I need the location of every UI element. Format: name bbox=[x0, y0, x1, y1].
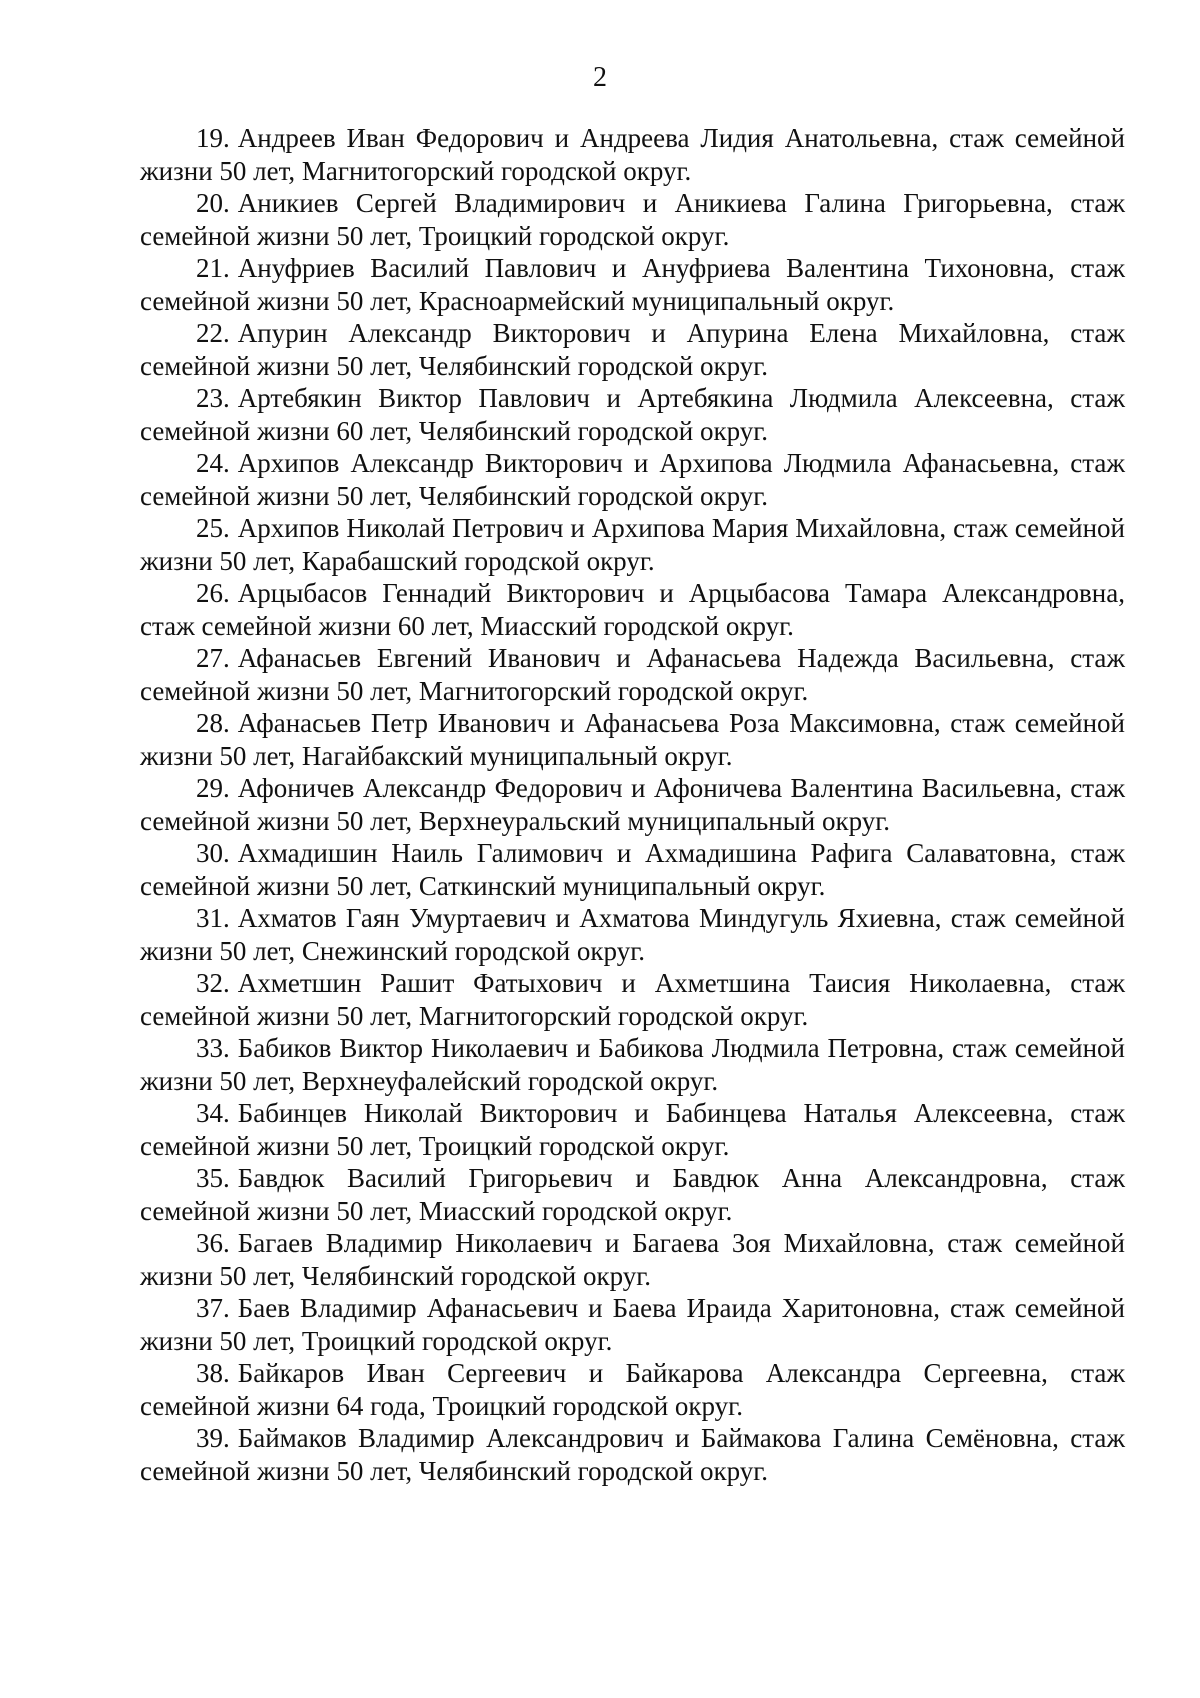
item-number: 36. bbox=[196, 1228, 230, 1258]
list-item bbox=[140, 252, 1125, 317]
list-item bbox=[140, 1032, 1125, 1097]
entry-list bbox=[140, 122, 1125, 1487]
list-item bbox=[140, 1097, 1125, 1162]
item-text: Афанасьев Петр Иванович и Афанасьева Роза Максимовна, стаж семейной жизни 50 лет, Нагайбакский муниципальный округ. bbox=[140, 708, 1125, 771]
page-number: 2 bbox=[593, 62, 607, 93]
item-number: 39. bbox=[196, 1423, 230, 1453]
item-number: 28. bbox=[196, 708, 230, 738]
item-number: 24. bbox=[196, 448, 230, 478]
list-item bbox=[140, 837, 1125, 902]
item-text: Апурин Александр Викторович и Апурина Елена Михайловна, стаж семейной жизни 50 лет, Челябинский городской округ. bbox=[140, 318, 1125, 381]
item-text: Ахматов Гаян Умуртаевич и Ахматова Миндугуль Яхиевна, стаж семейной жизни 50 лет, Снежинский городской округ. bbox=[140, 903, 1125, 966]
item-text: Ахметшин Рашит Фатыхович и Ахметшина Таисия Николаевна, стаж семейной жизни 50 лет, Магнитогорский городской округ. bbox=[140, 968, 1125, 1031]
item-number: 20. bbox=[196, 188, 230, 218]
item-number: 33. bbox=[196, 1033, 230, 1063]
list-item bbox=[140, 967, 1125, 1032]
item-text: Ануфриев Василий Павлович и Ануфриева Валентина Тихоновна, стаж семейной жизни 50 лет, Красноармейский муниципальный округ. bbox=[140, 253, 1125, 316]
item-number: 21. bbox=[196, 253, 230, 283]
item-text: Багаев Владимир Николаевич и Багаева Зоя Михайловна, стаж семейной жизни 50 лет, Челябинский городской округ. bbox=[140, 1228, 1125, 1291]
item-text: Афоничев Александр Федорович и Афоничева Валентина Васильевна, стаж семейной жизни 50 лет, Верхнеуральский муниципальный округ. bbox=[140, 773, 1125, 836]
list-item bbox=[140, 122, 1125, 187]
list-item bbox=[140, 187, 1125, 252]
item-text: Баймаков Владимир Александрович и Баймакова Галина Семёновна, стаж семейной жизни 50 лет, Челябинский городской округ. bbox=[140, 1423, 1125, 1486]
item-text: Аникиев Сергей Владимирович и Аникиева Галина Григорьевна, стаж семейной жизни 50 лет, Троицкий городской округ. bbox=[140, 188, 1125, 251]
item-text: Андреев Иван Федорович и Андреева Лидия Анатольевна, стаж семейной жизни 50 лет, Магнитогорский городской округ. bbox=[140, 123, 1125, 186]
list-item bbox=[140, 382, 1125, 447]
list-item bbox=[140, 1422, 1125, 1487]
list-item bbox=[140, 577, 1125, 642]
list-item bbox=[140, 772, 1125, 837]
list-item bbox=[140, 512, 1125, 577]
item-text: Афанасьев Евгений Иванович и Афанасьева Надежда Васильевна, стаж семейной жизни 50 лет, Магнитогорский городской округ. bbox=[140, 643, 1125, 706]
item-number: 27. bbox=[196, 643, 230, 673]
item-number: 35. bbox=[196, 1163, 230, 1193]
list-item bbox=[140, 447, 1125, 512]
item-number: 29. bbox=[196, 773, 230, 803]
item-number: 26. bbox=[196, 578, 230, 608]
list-item bbox=[140, 1292, 1125, 1357]
item-text: Байкаров Иван Сергеевич и Байкарова Александра Сергеевна, стаж семейной жизни 64 года, Троицкий городской округ. bbox=[140, 1358, 1125, 1421]
list-item bbox=[140, 902, 1125, 967]
list-item bbox=[140, 1162, 1125, 1227]
item-number: 37. bbox=[196, 1293, 230, 1323]
item-number: 32. bbox=[196, 968, 230, 998]
item-number: 22. bbox=[196, 318, 230, 348]
item-text: Артебякин Виктор Павлович и Артебякина Людмила Алексеевна, стаж семейной жизни 60 лет, Челябинский городской округ. bbox=[140, 383, 1125, 446]
list-item bbox=[140, 707, 1125, 772]
list-item bbox=[140, 1357, 1125, 1422]
item-number: 19. bbox=[196, 123, 230, 153]
item-number: 25. bbox=[196, 513, 230, 543]
item-text: Баев Владимир Афанасьевич и Баева Ираида Харитоновна, стаж семейной жизни 50 лет, Троицкий городской округ. bbox=[140, 1293, 1125, 1356]
item-text: Архипов Александр Викторович и Архипова Людмила Афанасьевна, стаж семейной жизни 50 лет, Челябинский городской округ. bbox=[140, 448, 1125, 511]
item-text: Бавдюк Василий Григорьевич и Бавдюк Анна Александровна, стаж семейной жизни 50 лет, Миасский городской округ. bbox=[140, 1163, 1125, 1226]
item-text: Бабиков Виктор Николаевич и Бабикова Людмила Петровна, стаж семейной жизни 50 лет, Верхнеуфалейский городской округ. bbox=[140, 1033, 1125, 1096]
item-text: Ахмадишин Наиль Галимович и Ахмадишина Рафига Салаватовна, стаж семейной жизни 50 лет, Саткинский муниципальный округ. bbox=[140, 838, 1125, 901]
item-number: 31. bbox=[196, 903, 230, 933]
item-text: Бабинцев Николай Викторович и Бабинцева Наталья Алексеевна, стаж семейной жизни 50 лет, Троицкий городской округ. bbox=[140, 1098, 1125, 1161]
list-item bbox=[140, 642, 1125, 707]
item-number: 34. bbox=[196, 1098, 230, 1128]
item-number: 30. bbox=[196, 838, 230, 868]
item-text: Арцыбасов Геннадий Викторович и Арцыбасова Тамара Александровна, стаж семейной жизни 60 лет, Миасский городской округ. bbox=[140, 578, 1125, 641]
list-item bbox=[140, 317, 1125, 382]
list-item bbox=[140, 1227, 1125, 1292]
item-number: 38. bbox=[196, 1358, 230, 1388]
item-text: Архипов Николай Петрович и Архипова Мария Михайловна, стаж семейной жизни 50 лет, Карабашский городской округ. bbox=[140, 513, 1125, 576]
item-number: 23. bbox=[196, 383, 230, 413]
